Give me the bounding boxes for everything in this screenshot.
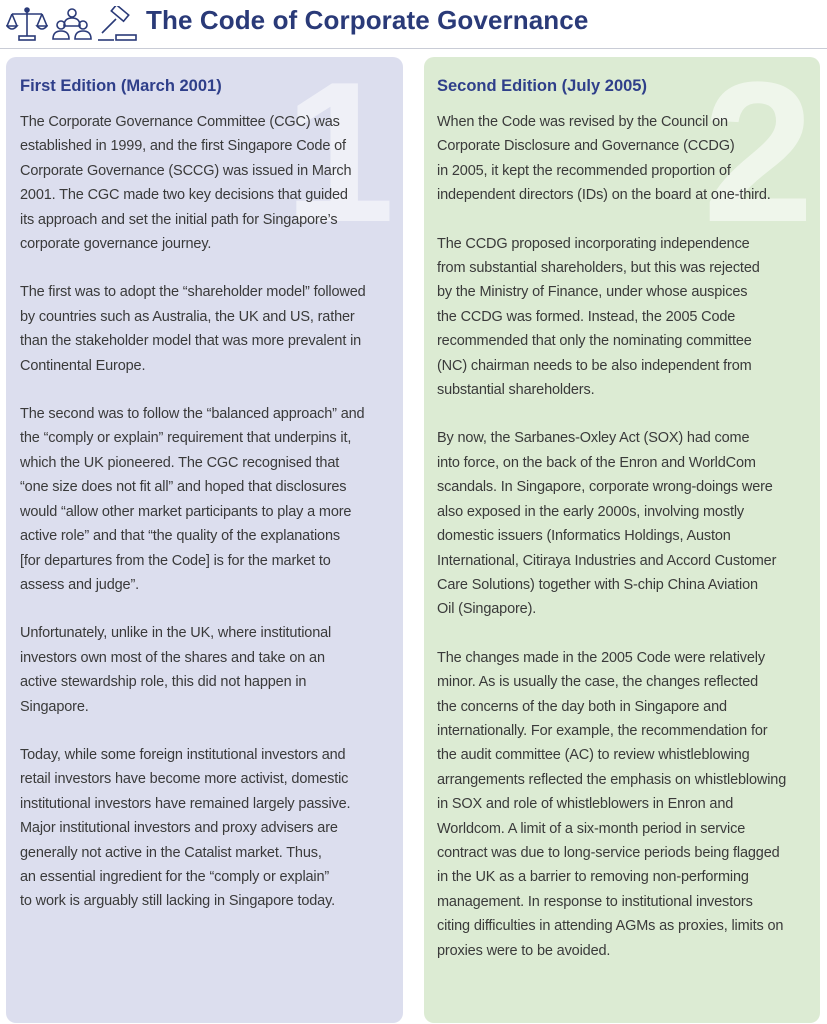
edition-number-watermark: 1 bbox=[283, 57, 395, 264]
second-edition-paragraph-4: The changes made in the 2005 Code were relatively minor. As is usually the case, the changes reflected the concerns of the day both in Singapore and internationally. For example, the recommendation for the audit committee (AC) to review whistleblowing arrangements reflected the emphasis on whistleblowing in SOX and role of whistleblowers in Enron and Worldcom. A limit of a six-month period in service contract was due to long-service periods being flagged in the UK as a barrier to removing non-performing management. In response to institutional investors citing difficulties in attending AGMs as proxies, limits on proxies were to be avoided. bbox=[437, 649, 787, 959]
second-edition-content bbox=[437, 75, 804, 987]
scales-icon bbox=[6, 6, 48, 42]
first-edition-paragraph-1: The Corporate Governance Committee (CGC) was established in 1999, and the first Singapore Code of Corporate Governance (SCCG) was issued in March 2001. The CGC made two key decisions that guided its approach and set the initial path for Singapore’s corporate governance journey. bbox=[20, 114, 352, 253]
page-header bbox=[0, 0, 827, 49]
first-edition-paragraph-2: The first was to adopt the “shareholder model” followed by countries such as Australia, the UK and US, rather than the stakeholder model that was more prevalent in Continental Europe. bbox=[20, 284, 366, 374]
second-edition-paragraph-2: The CCDG proposed incorporating independence from substantial shareholders, but this was rejected by the Ministry of Finance, under whose auspices the CCDG was formed. Instead, the 2005 Code recommended that only the nominating committee (NC) chairman needs to be also independent from substantial shareholders. bbox=[437, 235, 760, 399]
first-edition-paragraph-3: The second was to follow the “balanced approach” and the “comply or explain” requirement that underpins it, which the UK pioneered. The CGC recognised that “one size does not fit all” and hoped that disclosures would “allow other market participants to play a more active role” and that “the quality of the explanations [for departures from the Code] is for the market to assess and judge”. bbox=[20, 406, 365, 593]
first-edition-panel bbox=[6, 57, 403, 1023]
gavel-icon bbox=[96, 6, 138, 42]
page-title: The Code of Corporate Governance bbox=[146, 5, 589, 35]
first-edition-heading: First Edition (March 2001) bbox=[20, 77, 222, 95]
second-edition-panel bbox=[424, 57, 820, 1023]
first-edition-paragraph-4: Unfortunately, unlike in the UK, where institutional investors own most of the shares and take on an active stewardship role, this did not happen in Singapore. bbox=[20, 625, 332, 715]
header-icons bbox=[6, 6, 138, 42]
second-edition-paragraph-1: When the Code was revised by the Council on Corporate Disclosure and Governance (CCDG) in 2005, it kept the recommended proportion of independent directors (IDs) on the board at one-third. bbox=[437, 114, 771, 204]
second-edition-paragraph-3: By now, the Sarbanes-Oxley Act (SOX) had come into force, on the back of the Enron and WorldCom scandals. In Singapore, corporate wrong-doings were also exposed in the early 2000s, involving mostly domestic issuers (Informatics Holdings, Auston International, Citiraya Industries and Accord Customer Care Solutions) together with S-chip China Aviation Oil (Singapore). bbox=[437, 430, 777, 618]
first-edition-content bbox=[20, 75, 387, 938]
second-edition-heading: Second Edition (July 2005) bbox=[437, 77, 647, 95]
first-edition-paragraph-5: Today, while some foreign institutional investors and retail investors have become more activist, domestic institutional investors have remained largely passive. Major institutional investors and proxy advisers are generally not active in the Catalist market. Thus, an essential ingredient for the “comply or explain” to work is arguably still lacking in Singapore today. bbox=[20, 746, 351, 910]
group-people-icon bbox=[52, 6, 92, 42]
edition-number-watermark: 2 bbox=[702, 57, 814, 264]
